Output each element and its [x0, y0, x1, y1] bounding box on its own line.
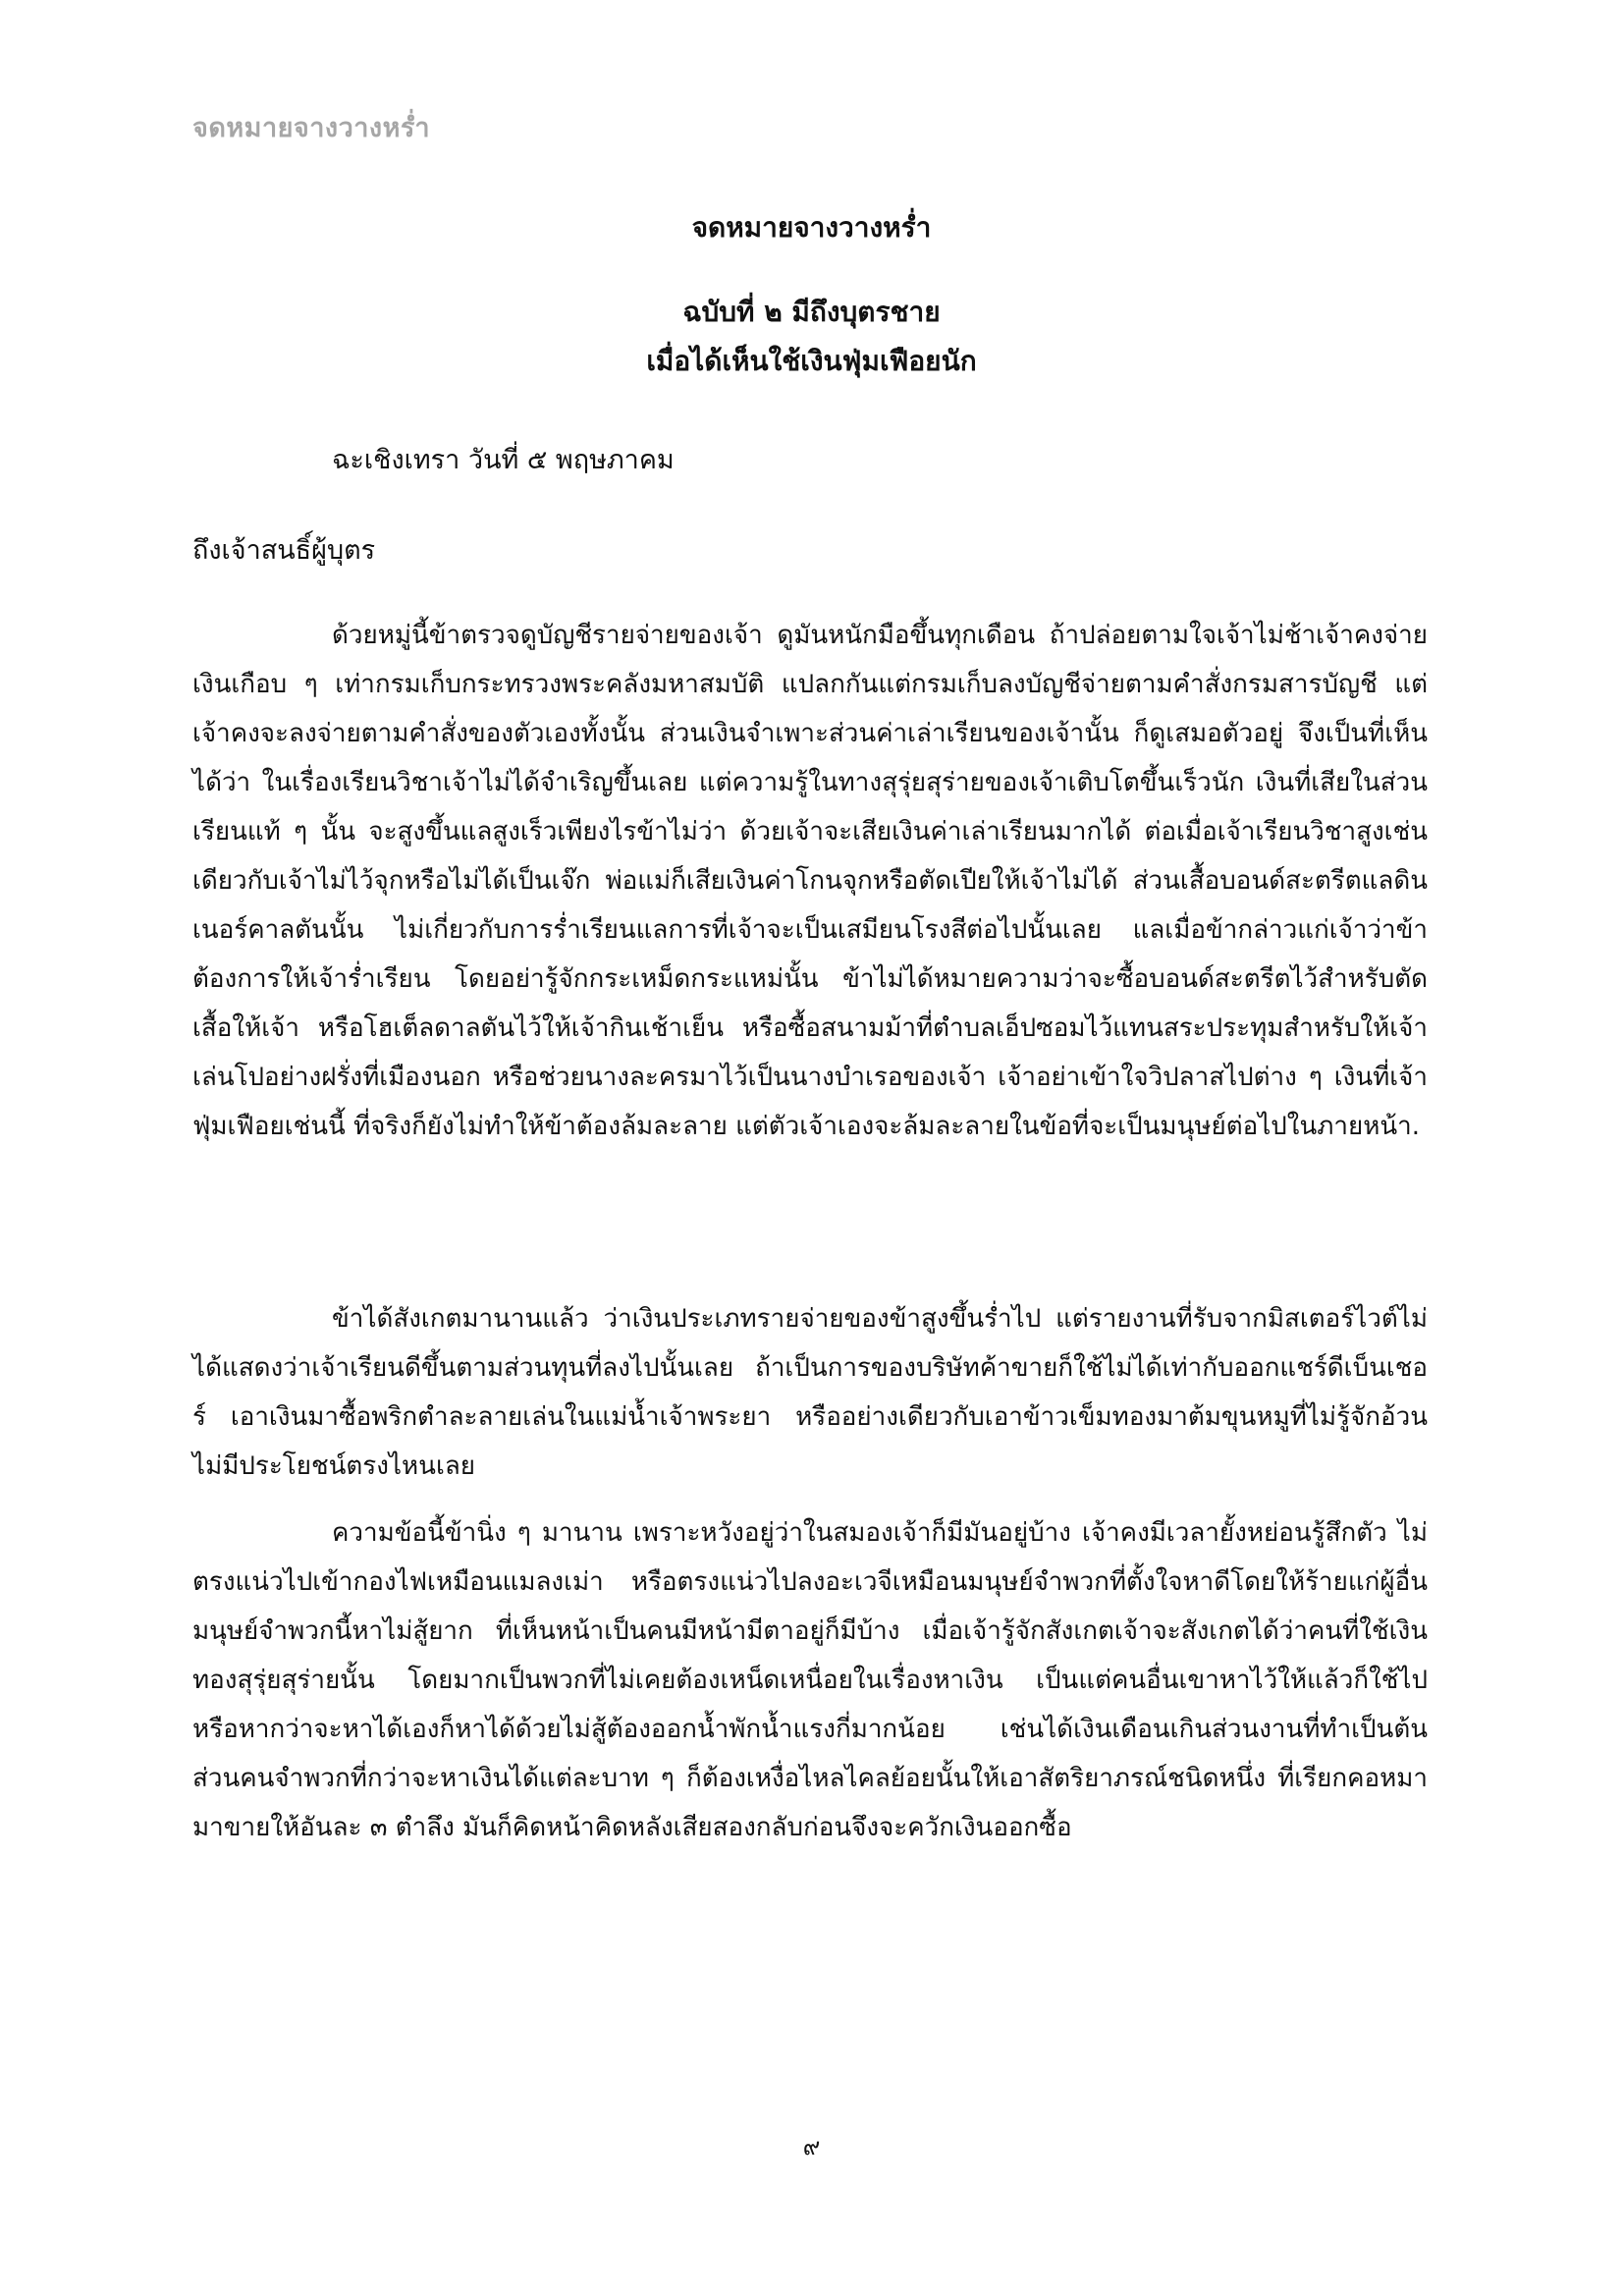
dateline: ฉะเชิงเทรา วันที่ ๕ พฤษภาคม [332, 445, 675, 475]
running-header: จดหมายจางวางหร่ำ [192, 113, 431, 143]
body-paragraph [192, 1294, 1428, 1491]
document-subtitle-line1: ฉบับที่ ๒ มีถึงบุตรชาย [682, 296, 941, 328]
document-title: จดหมายจางวางหร่ำ [691, 211, 932, 244]
document-subtitle-line2: เมื่อได้เห็นใช้เงินฟุ่มเฟือยนัก [646, 345, 977, 377]
page-number: ๙ [802, 2133, 821, 2160]
salutation: ถึงเจ้าสนธิ์ผู้บุตร [192, 535, 376, 566]
body-paragraph [192, 611, 1428, 1151]
paragraph-text: ด้วยหมู่นี้ข้าตรวจดูบัญชีรายจ่ายของเจ้า ดูมันหนักมือขึ้นทุกเดือน ถ้าปล่อยตามใจเจ้าไม่ช้าเจ้าคงจ่ายเงินเกือบ ๆ เท่ากรมเก็บกระทรวงพระคลังมหาสมบัติ แปลกกันแต่กรมเก็บลงบัญชีจ่ายตามคำสั่งกรมสารบัญชี แต่เจ้าคงจะลงจ่ายตามคำสั่งของตัวเองทั้งนั้น ส่วนเงินจำเพาะส่วนค่าเล่าเรียนของเจ้านั้น ก็ดูเสมอตัวอยู่ จึงเป็นที่เห็นได้ว่า ในเรื่องเรียนวิชาเจ้าไม่ได้จำเริญขึ้นเลย แต่ความรู้ในทางสุรุ่ยสุร่ายของเจ้าเติบโตขึ้นเร็วนัก เงินที่เสียในส่วนเรียนแท้ ๆ นั้น จะสูงขึ้นแลสูงเร็วเพียงไรข้าไม่ว่า ด้วยเจ้าจะเสียเงินค่าเล่าเรียนมากได้ ต่อเมื่อเจ้าเรียนวิชาสูงเช่นเดียวกับเจ้าไม่ไว้จุกหรือไม่ได้เป็นเจ๊ก พ่อแม่ก็เสียเงินค่าโกนจุกหรือตัดเปียให้เจ้าไม่ได้ ส่วนเสื้อบอนด์สะตรีตแลดินเนอร์คาลตันนั้น ไม่เกี่ยวกับการร่ำเรียนแลการที่เจ้าจะเป็นเสมียนโรงสีต่อไปนั้นเลย แลเมื่อข้ากล่าวแก่เจ้าว่าข้าต้องการให้เจ้าร่ำเรียน โดยอย่ารู้จักกระเหม็ดกระแหม่นั้น ข้าไม่ได้หมายความว่าจะซื้อบอนด์สะตรีตไว้สำหรับตัดเสื้อให้เจ้า หรือโฮเต็ลดาลตันไว้ให้เจ้ากินเช้าเย็น หรือซื้อสนามม้าที่ตำบลเอ็ปซอมไว้แทนสระประทุมสำหรับให้เจ้าเล่นโปอย่างฝรั่งที่เมืองนอก หรือช่วยนางละครมาไว้เป็นนางบำเรอของเจ้า เจ้าอย่าเข้าใจวิปลาสไปต่าง ๆ เงินที่เจ้าฟุ่มเฟือยเช่นนี้ ที่จริงก็ยังไม่ทำให้ข้าต้องล้มละลาย แต่ตัวเจ้าเองจะล้มละลายในข้อที่จะเป็นมนุษย์ต่อไปในภายหน้า. [192, 621, 1428, 1141]
paragraph-text: ความข้อนี้ข้านิ่ง ๆ มานาน เพราะหวังอยู่ว่าในสมองเจ้าก็มีมันอยู่บ้าง เจ้าคงมีเวลายั้งหย่อนรู้สึกตัว ไม่ตรงแน่วไปเข้ากองไฟเหมือนแมลงเม่า หรือตรงแน่วไปลงอะเวจีเหมือนมนุษย์จำพวกที่ตั้งใจหาดีโดยให้ร้ายแก่ผู้อื่น มนุษย์จำพวกนี้หาไม่สู้ยาก ที่เห็นหน้าเป็นคนมีหน้ามีตาอยู่ก็มีบ้าง เมื่อเจ้ารู้จักสังเกตเจ้าจะสังเกตได้ว่าคนที่ใช้เงินทองสุรุ่ยสุร่ายนั้น โดยมากเป็นพวกที่ไม่เคยต้องเหน็ดเหนื่อยในเรื่องหาเงิน เป็นแต่คนอื่นเขาหาไว้ให้แล้วก็ใช้ไป หรือหากว่าจะหาได้เองก็หาได้ด้วยไม่สู้ต้องออกน้ำพักน้ำแรงกี่มากน้อย เช่นได้เงินเดือนเกินส่วนงานที่ทำเป็นต้น ส่วนคนจำพวกที่กว่าจะหาเงินได้แต่ละบาท ๆ ก็ต้องเหงื่อไหลไคลย้อยนั้นให้เอาสัตริยาภรณ์ชนิดหนึ่ง ที่เรียกคอหมามาขายให้อันละ ๓ ตำลึง มันก็คิดหน้าคิดหลังเสียสองกลับก่อนจึงจะควักเงินออกซื้อ [192, 1518, 1428, 1842]
paragraph-text: ข้าได้สังเกตมานานแล้ว ว่าเงินประเภทรายจ่ายของข้าสูงขึ้นร่ำไป แต่รายงานที่รับจากมิสเตอร์ไวต์ไม่ได้แสดงว่าเจ้าเรียนดีขึ้นตามส่วนทุนที่ลงไปนั้นเลย ถ้าเป็นการของบริษัทค้าขายก็ใช้ไม่ได้เท่ากับออกแชร์ดีเบ็นเชอร์ เอาเงินมาซื้อพริกตำละลายเล่นในแม่น้ำเจ้าพระยา หรืออย่างเดียวกับเอาข้าวเข็มทองมาต้มขุนหมูที่ไม่รู้จักอ้วน ไม่มีประโยชน์ตรงไหนเลย [192, 1304, 1428, 1481]
body-paragraph [192, 1508, 1428, 1852]
